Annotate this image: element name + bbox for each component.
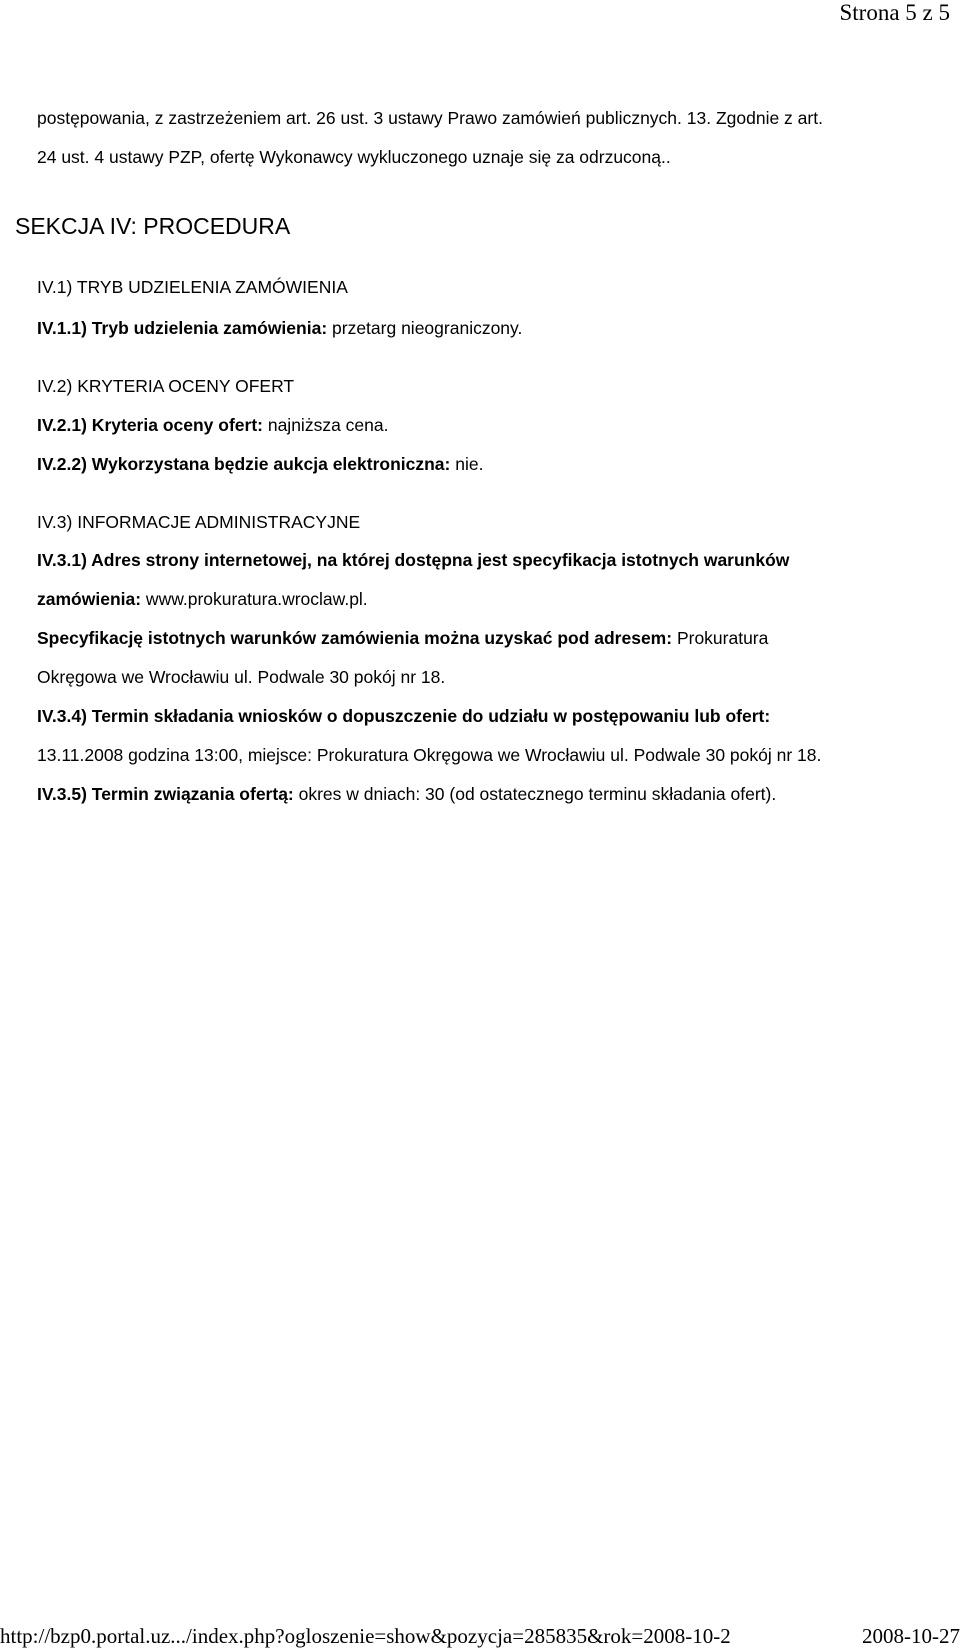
intro-line-1: postępowania, z zastrzeżeniem art. 26 ust. 3 ustawy Prawo zamówień publicznych. 13. Zgodnie z art. (37, 108, 823, 128)
iv2-heading: IV.2) KRYTERIA OCENY OFERT (37, 376, 295, 396)
footer-url: http://bzp0.portal.uz.../index.php?ogloszenie=show&pozycja=285835&rok=2008-10-2 (0, 1624, 731, 1648)
iv1-heading: IV.1) TRYB UDZIELENIA ZAMÓWIENIA (37, 277, 348, 297)
section-title: SEKCJA IV: PROCEDURA (15, 213, 291, 239)
iv21-value: najniższa cena. (262, 415, 389, 435)
iv34-label: IV.3.4) Termin składania wniosków o dopuszczenie do udziału w postępowaniu lub ofert: (37, 706, 771, 726)
spec-line-2: Okręgowa we Wrocławiu ul. Podwale 30 pokój nr 18. (37, 667, 446, 687)
spec-label: Specyfikację istotnych warunków zamówienia można uzyskać pod adresem: (37, 628, 673, 648)
intro-line-2: 24 ust. 4 ustawy PZP, ofertę Wykonawcy wykluczonego uznaje się za odrzuconą.. (37, 147, 671, 167)
iv34-value: 13.11.2008 godzina 13:00, miejsce: Prokuratura Okręgowa we Wrocławiu ul. Podwale 30 pokój nr 18. (37, 745, 822, 765)
footer-date: 2008-10-27 (862, 1624, 960, 1648)
spec-value-line-1: Prokuratura (672, 628, 769, 648)
iv31-label-line-1: IV.3.1) Adres strony internetowej, na której dostępna jest specyfikacja istotnych warunków (37, 550, 790, 570)
iv35-line (37, 783, 776, 805)
iv31-line-2 (37, 588, 368, 610)
iv11-label: IV.1.1) Tryb udzielenia zamówienia: (37, 318, 328, 338)
iv11-value: przetarg nieograniczony. (327, 318, 523, 338)
iv31-value: www.prokuratura.wroclaw.pl. (141, 589, 368, 609)
spec-line-1 (37, 627, 768, 649)
iv35-label: IV.3.5) Termin związania ofertą: (37, 784, 294, 804)
iv35-value: okres w dniach: 30 (od ostatecznego terminu składania ofert). (293, 784, 777, 804)
iv31-label-line-2: zamówienia: (37, 589, 142, 609)
iv21-line (37, 414, 388, 436)
iv34-line (37, 705, 770, 727)
iv11-line (37, 317, 522, 339)
iv22-line (37, 453, 483, 475)
iv21-label: IV.2.1) Kryteria oceny ofert: (37, 415, 263, 435)
iv31-line-1 (37, 549, 789, 571)
iv22-value: nie. (450, 454, 484, 474)
page-number: Strona 5 z 5 (839, 0, 950, 25)
iv22-label: IV.2.2) Wykorzystana będzie aukcja elektroniczna: (37, 454, 451, 474)
iv3-heading: IV.3) INFORMACJE ADMINISTRACYJNE (37, 512, 361, 532)
